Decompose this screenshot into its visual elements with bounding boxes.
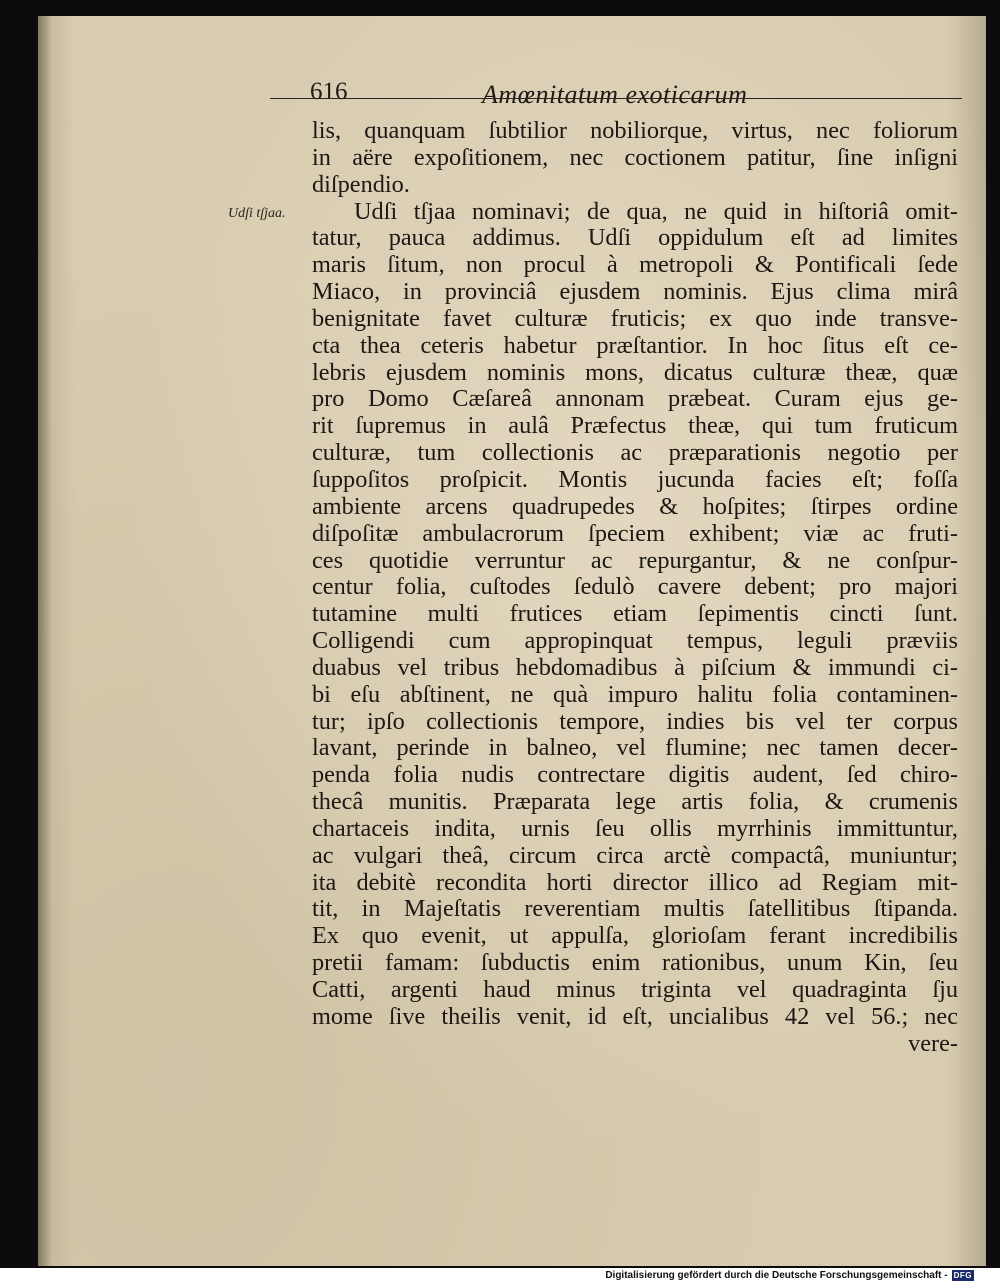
text-line xyxy=(312,896,958,923)
text-line xyxy=(312,950,958,977)
text-line-content: culturæ, tum collectionis ac præparationis negotio per xyxy=(312,439,958,467)
text-line xyxy=(312,145,958,172)
text-line xyxy=(312,762,958,789)
text-line xyxy=(312,1031,958,1058)
text-line-content: benignitate favet culturæ fruticis; ex quo inde transve- xyxy=(312,304,958,332)
text-line xyxy=(312,306,958,333)
text-line-content: tatur, pauca addimus. Udſi oppidulum eſt ad limites xyxy=(312,224,958,252)
text-line-content: cta thea ceteris habetur præſtantior. In hoc ſitus eſt ce- xyxy=(312,331,958,359)
text-line xyxy=(312,789,958,816)
text-line xyxy=(312,118,958,145)
text-line-content: Miaco, in provinciâ ejusdem nominis. Ejus clima mirâ xyxy=(312,278,958,306)
text-line xyxy=(312,682,958,709)
text-line xyxy=(312,172,958,199)
text-line xyxy=(312,548,958,575)
text-line-content: in aëre expoſitionem, nec coctionem patitur, ſine inſigni xyxy=(312,143,958,171)
credit-text: Digitalisierung gefördert durch die Deutsche Forschungsgemeinschaft - xyxy=(605,1270,948,1281)
text-line xyxy=(312,574,958,601)
text-line xyxy=(312,521,958,548)
text-line xyxy=(312,628,958,655)
text-line-content: tutamine multi frutices etiam ſepimentis cincti ſunt. xyxy=(312,600,958,628)
text-line xyxy=(312,870,958,897)
text-line-content: tit, in Majeſtatis reverentiam multis ſatellitibus ſtipanda. xyxy=(312,895,958,923)
text-line-content: centur folia, cuſtodes ſedulò cavere debent; pro majori xyxy=(312,573,958,601)
text-line xyxy=(312,225,958,252)
text-line xyxy=(312,977,958,1004)
text-line-content: diſpoſitæ ambulacrorum ſpeciem exhibent; viæ ac fruti- xyxy=(312,519,958,547)
digitization-credit xyxy=(605,1270,974,1281)
text-line xyxy=(312,1004,958,1031)
text-line xyxy=(312,709,958,736)
text-line-content: lebris ejusdem nominis mons, dicatus culturæ theæ, quæ xyxy=(312,358,958,386)
text-line-content: diſpendio. xyxy=(312,170,410,198)
text-line xyxy=(312,360,958,387)
text-line-content: Udſi tſjaa nominavi; de qua, ne quid in hiſtoriâ omit- xyxy=(354,197,958,225)
text-line-content: penda folia nudis contrectare digitis audent, ſed chiro- xyxy=(312,761,958,789)
text-line xyxy=(312,252,958,279)
text-line-content: ſuppoſitos proſpicit. Montis jucunda facies eſt; foſſa xyxy=(312,465,958,493)
text-line xyxy=(312,199,958,226)
text-line xyxy=(312,467,958,494)
text-line xyxy=(312,279,958,306)
text-line xyxy=(312,440,958,467)
text-line-content: Catti, argenti haud minus triginta vel quadraginta ſju xyxy=(312,976,958,1003)
text-line-content: Ex quo evenit, ut appulſa, glorioſam ferant incredibilis xyxy=(312,922,958,950)
text-line xyxy=(312,413,958,440)
text-line-content: tur; ipſo collectionis tempore, indies bis vel ter corpus xyxy=(312,707,958,735)
text-line-content: lis, quanquam ſubtilior nobiliorque, virtus, nec foliorum xyxy=(312,117,958,144)
text-line xyxy=(312,655,958,682)
text-line-content: ces quotidie verruntur ac repurgantur, & ne conſpur- xyxy=(312,546,958,574)
text-line xyxy=(312,735,958,762)
margin-note: Udſi tſjaa. xyxy=(228,206,286,221)
text-line-content: thecâ munitis. Præparata lege artis folia, & crumenis xyxy=(312,788,958,816)
text-line xyxy=(312,816,958,843)
text-line-content: ambiente arcens quadrupedes & hoſpites; ſtirpes ordine xyxy=(312,492,958,520)
text-line xyxy=(312,601,958,628)
text-line xyxy=(312,333,958,360)
text-line-content: bi eſu abſtinent, ne quà impuro halitu folia contaminen- xyxy=(312,680,958,708)
running-head: Amœnitatum exoticarum xyxy=(482,80,748,109)
text-line-content: pretii famam: ſubductis enim rationibus, unum Kin, ſeu xyxy=(312,949,958,977)
gutter-shadow xyxy=(38,16,52,1266)
text-line-content: pro Domo Cæſareâ annonam præbeat. Curam ejus ge- xyxy=(312,385,958,413)
text-line-content: Colligendi cum appropinquat tempus, leguli præviis xyxy=(312,627,958,655)
text-line xyxy=(312,923,958,950)
text-line xyxy=(312,494,958,521)
dfg-logo: DFG xyxy=(953,1271,972,1280)
body-text xyxy=(312,118,958,1058)
header-rule xyxy=(270,98,962,99)
text-line-content: ac vulgari theâ, circum circa arctè compactâ, muniuntur; xyxy=(312,841,958,869)
text-line xyxy=(312,386,958,413)
page-number: 616 xyxy=(310,78,348,105)
text-line-content: rit ſupremus in aulâ Præfectus theæ, qui tum fruticum xyxy=(312,412,958,440)
text-line xyxy=(312,843,958,870)
text-line-content: duabus vel tribus hebdomadibus à piſcium & immundi ci- xyxy=(312,653,958,681)
text-line-content: vere- xyxy=(908,1029,958,1057)
text-line-content: lavant, perinde in balneo, vel flumine; nec tamen decer- xyxy=(312,734,958,762)
text-line-content: mome ſive theilis venit, id eſt, uncialibus 42 vel 56.; nec xyxy=(312,1002,958,1030)
text-line-content: chartaceis indita, urnis ſeu ollis myrrhinis immittuntur, xyxy=(312,814,958,842)
text-line-content: maris ſitum, non procul à metropoli & Pontificali ſede xyxy=(312,251,958,279)
text-line-content: ita debitè recondita horti director illico ad Regiam mit- xyxy=(312,868,958,896)
